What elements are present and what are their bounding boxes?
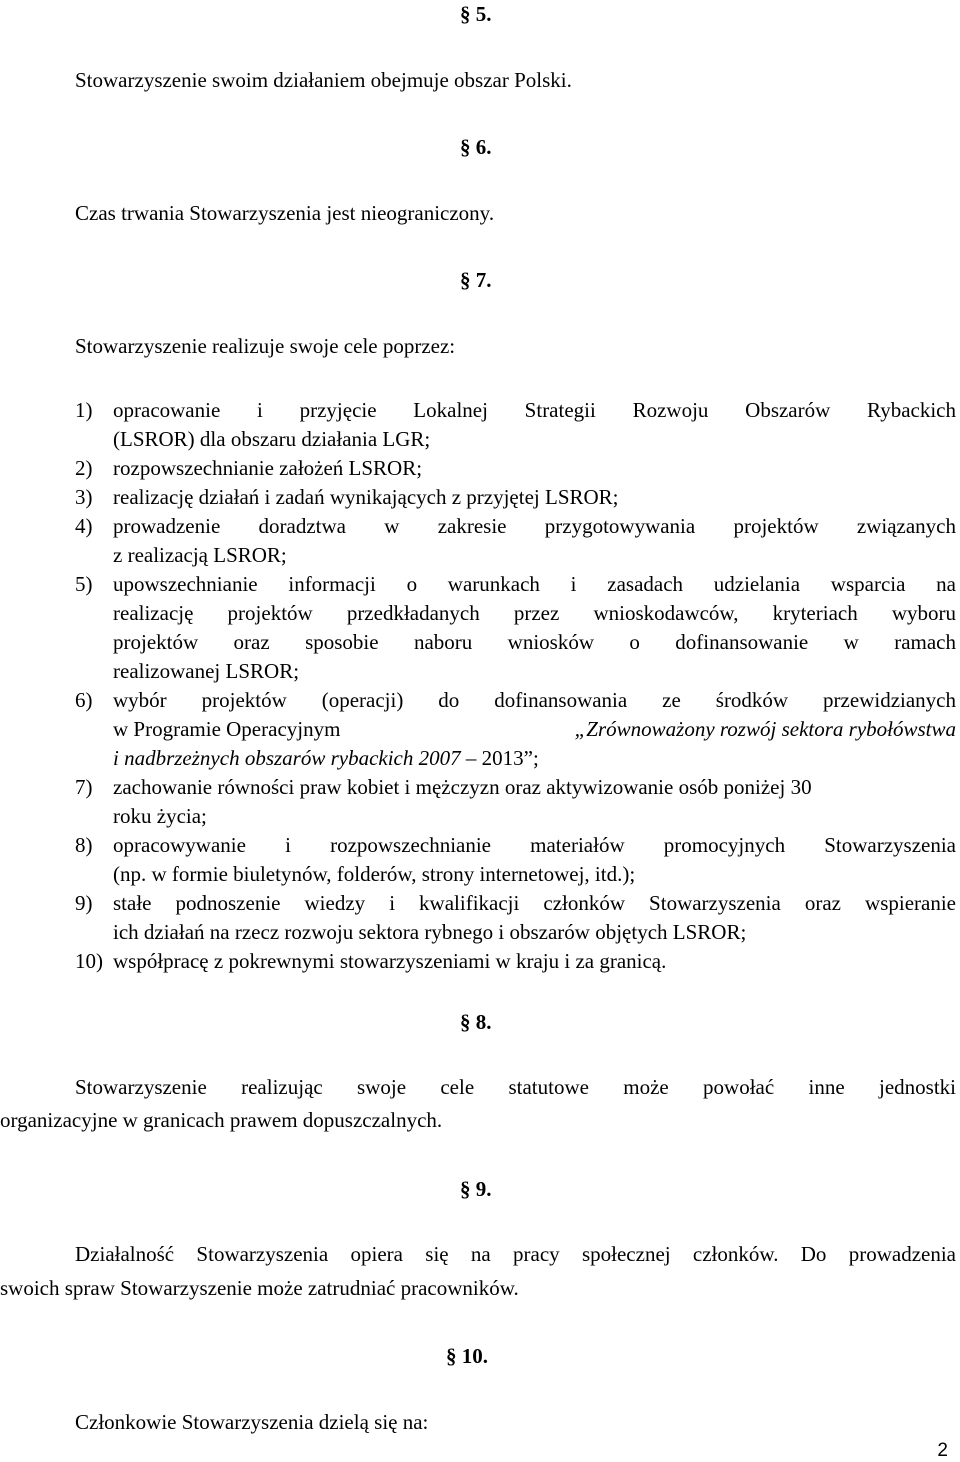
list-item-number: 4) — [75, 514, 93, 538]
list-item-number: 10) — [75, 949, 103, 973]
paragraph-8-line-2: organizacyjne w granicach prawem dopuszczalnych. — [0, 1108, 443, 1132]
list-item-text: realizowanej LSROR; — [113, 659, 300, 683]
list-item-number: 7) — [75, 775, 93, 799]
list-item-text — [113, 746, 956, 770]
list-item-text: (LSROR) dla obszaru działania LGR; — [113, 427, 431, 451]
list-item-text: rozpowszechnianie założeń LSROR; — [113, 456, 423, 480]
section-heading-8: § 8. — [460, 1010, 492, 1034]
list-item-number: 9) — [75, 891, 93, 915]
list-item-text: upowszechnianie informacji o warunkach i zasadach udzielania wsparcia na — [113, 572, 956, 596]
list-item-number: 2) — [75, 456, 93, 480]
list-item-text: z realizacją LSROR; — [113, 543, 287, 567]
list-item-text: stałe podnoszenie wiedzy i kwalifikacji członków Stowarzyszenia oraz wspieranie — [113, 891, 956, 915]
paragraph-5: Stowarzyszenie swoim działaniem obejmuje obszar Polski. — [75, 68, 572, 92]
section-heading-5: § 5. — [460, 2, 492, 26]
list-item-text: zachowanie równości praw kobiet i mężczyzn oraz aktywizowanie osób poniżej 30 — [113, 775, 812, 799]
list-item-text: realizację projektów przedkładanych przez wnioskodawców, kryteriach wyboru — [113, 601, 956, 625]
list-item-text: prowadzenie doradztwa w zakresie przygotowywania projektów związanych — [113, 514, 956, 538]
section-heading-9: § 9. — [460, 1177, 492, 1201]
section-heading-10: § 10. — [446, 1344, 488, 1368]
paragraph-7: Stowarzyszenie realizuje swoje cele poprzez: — [75, 334, 456, 358]
list-item-number: 1) — [75, 398, 93, 422]
paragraph-9-line-1: Działalność Stowarzyszenia opiera się na pracy społecznej członków. Do prowadzenia — [75, 1242, 956, 1266]
list-item-text: opracowywanie i rozpowszechnianie materiałów promocyjnych Stowarzyszenia — [113, 833, 956, 857]
list-item-number: 6) — [75, 688, 93, 712]
paragraph-10: Członkowie Stowarzyszenia dzielą się na: — [75, 1410, 429, 1434]
list-item-text-part: – 2013”; — [460, 746, 539, 770]
list-item-text: wybór projektów (operacji) do dofinansowania ze środków przewidzianych — [113, 688, 956, 712]
paragraph-8-line-1: Stowarzyszenie realizując swoje cele statutowe może powołać inne jednostki — [75, 1075, 956, 1099]
list-item-text: opracowanie i przyjęcie Lokalnej Strategii Rozwoju Obszarów Rybackich — [113, 398, 956, 422]
program-title-italic: „Zrównoważony rozwój sektora rybołówstwa — [574, 717, 956, 741]
list-item-text: ich działań na rzecz rozwoju sektora rybnego i obszarów objętych LSROR; — [113, 920, 747, 944]
list-item-text: roku życia; — [113, 804, 207, 828]
paragraph-6: Czas trwania Stowarzyszenia jest nieograniczony. — [75, 201, 495, 225]
list-item-number: 8) — [75, 833, 93, 857]
list-item-number: 5) — [75, 572, 93, 596]
paragraph-9-line-2: swoich spraw Stowarzyszenie może zatrudniać pracowników. — [0, 1276, 519, 1300]
list-item-text: realizację działań i zadań wynikających z przyjętej LSROR; — [113, 485, 619, 509]
list-item-text — [113, 717, 956, 741]
list-item-text: (np. w formie biuletynów, folderów, strony internetowej, itd.); — [113, 862, 636, 886]
program-title-italic: i nadbrzeżnych obszarów rybackich 2007 — [113, 746, 461, 770]
page-number: 2 — [937, 1440, 948, 1461]
list-item-text: współpracę z pokrewnymi stowarzyszeniami w kraju i za granicą. — [113, 949, 667, 973]
list-item-number: 3) — [75, 485, 93, 509]
section-heading-6: § 6. — [460, 135, 492, 159]
section-heading-7: § 7. — [460, 268, 492, 292]
list-item-text: projektów oraz sposobie naboru wniosków o dofinansowanie w ramach — [113, 630, 956, 654]
list-item-text-part: w Programie Operacyjnym — [113, 717, 341, 741]
